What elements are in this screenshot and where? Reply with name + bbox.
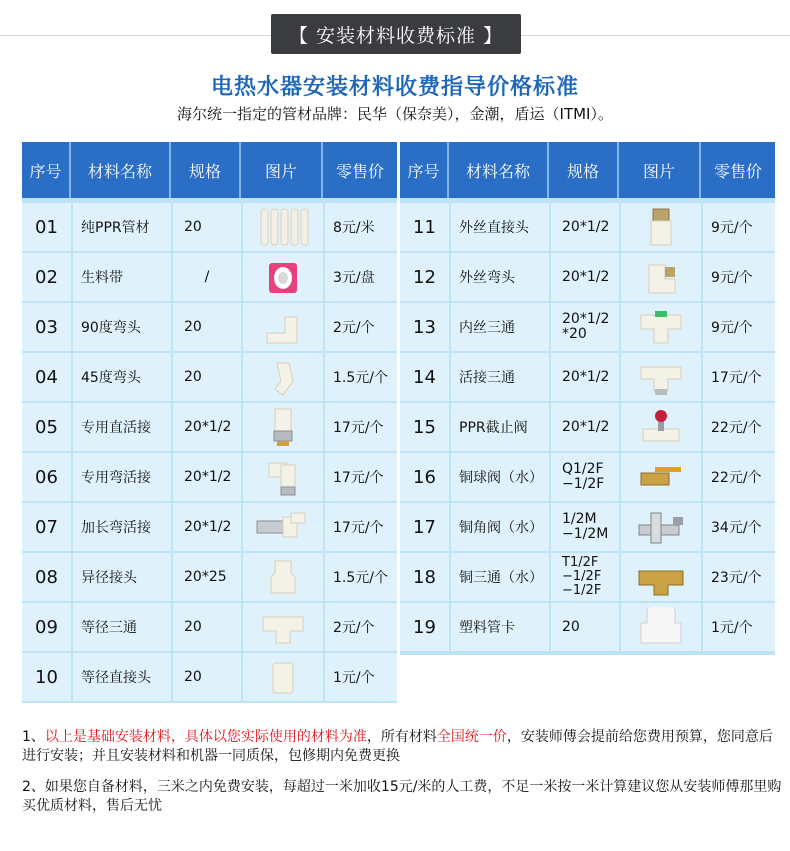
- material-image: [621, 253, 701, 301]
- table-header: [400, 142, 775, 198]
- material-image: [621, 403, 701, 451]
- material-name: 加长弯活接: [73, 503, 171, 551]
- material-price: 1元/个: [703, 603, 775, 651]
- row-number: 02: [22, 253, 71, 301]
- material-image: [243, 353, 323, 401]
- table-row: [22, 553, 397, 601]
- ball-valve-icon: [633, 457, 689, 497]
- material-name: 内丝三通: [451, 303, 549, 351]
- material-price: 22元/个: [703, 453, 775, 501]
- material-price: 2元/个: [325, 603, 397, 651]
- row-number: 03: [22, 303, 71, 351]
- row-number: 12: [400, 253, 449, 301]
- header-price: 零售价: [335, 161, 384, 181]
- material-price: 9元/个: [703, 253, 775, 301]
- material-spec: 20: [173, 203, 241, 251]
- material-name: 90度弯头: [73, 303, 171, 351]
- note-1-middle: ，所有材料: [366, 729, 437, 745]
- price-table-left: [22, 142, 397, 703]
- material-spec: T1/2F −1/2F −1/2F: [551, 553, 619, 601]
- material-spec: /: [173, 253, 241, 301]
- material-spec: Q1/2F −1/2F: [551, 453, 619, 501]
- material-image: [243, 603, 323, 651]
- material-image: [243, 503, 323, 551]
- row-number: 15: [400, 403, 449, 451]
- material-name: 塑料管卡: [451, 603, 549, 651]
- note-2: 2、如果您自备材料，三米之内免费安装，每超过一米加收15元/米的人工费，不足一米按一米计算建议您从安装师傅那里购买优质材料，售后无忧: [22, 779, 782, 814]
- row-number: 06: [22, 453, 71, 501]
- material-name: 专用直活接: [73, 403, 171, 451]
- notes: [22, 728, 782, 828]
- row-number: 16: [400, 453, 449, 501]
- material-image: [243, 453, 323, 501]
- header-no: 序号: [400, 142, 449, 198]
- pipe-clip-icon: [633, 607, 689, 647]
- material-spec: 20: [551, 603, 619, 651]
- row-number: 13: [400, 303, 449, 351]
- header-name: 材料名称: [449, 142, 549, 198]
- material-spec: 20: [173, 303, 241, 351]
- header-name: 材料名称: [71, 142, 171, 198]
- row-number: 08: [22, 553, 71, 601]
- table-row: [400, 503, 775, 551]
- material-name: 铜三通（水）: [451, 553, 549, 601]
- row-number: 10: [22, 653, 71, 701]
- table-row: [22, 403, 397, 451]
- material-spec: 1/2M −1/2M: [551, 503, 619, 551]
- material-price: 9元/个: [703, 203, 775, 251]
- material-image: [243, 653, 323, 701]
- material-spec: 20*1/2: [551, 403, 619, 451]
- table-row: [400, 253, 775, 301]
- elbow-90-icon: [255, 307, 311, 347]
- material-price: 1.5元/个: [325, 553, 397, 601]
- material-price: 17元/个: [325, 453, 397, 501]
- table-row: [22, 603, 397, 651]
- header-spec: 规格: [171, 142, 241, 198]
- material-name: 铜球阀（水）: [451, 453, 549, 501]
- material-price: 23元/个: [703, 553, 775, 601]
- table-row: [22, 253, 397, 301]
- elbow-union-icon: [255, 457, 311, 497]
- table-row: [400, 203, 775, 251]
- material-price: 17元/个: [703, 353, 775, 401]
- material-name: 外丝弯头: [451, 253, 549, 301]
- material-name: 外丝直接头: [451, 203, 549, 251]
- tape-roll-icon: [255, 257, 311, 297]
- material-spec: 20*1/2: [173, 503, 241, 551]
- material-price: 17元/个: [325, 503, 397, 551]
- material-image: [621, 603, 701, 651]
- material-price: 17元/个: [325, 403, 397, 451]
- table-row: [400, 453, 775, 501]
- material-price: 3元/盘: [325, 253, 397, 301]
- note-1-prefix: 1、: [22, 729, 45, 745]
- material-image: [243, 203, 323, 251]
- table-row: [22, 353, 397, 401]
- table-row: [22, 503, 397, 551]
- material-name: 异径接头: [73, 553, 171, 601]
- note-1: [22, 728, 782, 766]
- row-number: 09: [22, 603, 71, 651]
- male-elbow-icon: [633, 257, 689, 297]
- table-row: [400, 553, 775, 601]
- header-price: 零售价: [713, 161, 762, 181]
- header-image: 图片: [241, 142, 323, 198]
- material-price: 2元/个: [325, 303, 397, 351]
- material-image: [621, 553, 701, 601]
- coupling-icon: [255, 657, 311, 697]
- row-number: 07: [22, 503, 71, 551]
- row-number: 11: [400, 203, 449, 251]
- table-row: [400, 403, 775, 451]
- material-price: 8元/米: [325, 203, 397, 251]
- note-1-highlight-2: 全国统一价: [436, 729, 507, 745]
- table-row: [22, 453, 397, 501]
- material-image: [621, 453, 701, 501]
- brand-subtitle: 海尔统一指定的管材品牌：民华（保奈美），金潮，盾运（ITMI）。: [177, 105, 613, 123]
- row-number: 14: [400, 353, 449, 401]
- material-price: 22元/个: [703, 403, 775, 451]
- row-number: 04: [22, 353, 71, 401]
- note-1-rest: ，安装师傅会提前给您费用预算，您同意后进行安装；并且安装材料和机器一同质保，包修期内免费更换: [22, 729, 773, 764]
- table-row: [400, 303, 775, 351]
- material-price: 34元/个: [703, 503, 775, 551]
- tee-icon: [255, 607, 311, 647]
- material-spec: 20*1/2: [551, 253, 619, 301]
- table-row: [22, 303, 397, 351]
- table-row: [22, 203, 397, 251]
- union-tee-icon: [633, 357, 689, 397]
- material-image: [621, 353, 701, 401]
- header-no: 序号: [22, 142, 71, 198]
- table-row: [400, 353, 775, 401]
- material-name: 生料带: [73, 253, 171, 301]
- brass-tee-icon: [633, 557, 689, 597]
- ppr-pipe-icon: [255, 207, 311, 247]
- table-body: [22, 198, 397, 701]
- material-spec: 20: [173, 603, 241, 651]
- header-spec: 规格: [549, 142, 619, 198]
- material-price: 1.5元/个: [325, 353, 397, 401]
- price-table-right: [400, 142, 775, 655]
- material-image: [243, 253, 323, 301]
- header-image: 图片: [619, 142, 701, 198]
- row-number: 19: [400, 603, 449, 651]
- stop-valve-icon: [633, 407, 689, 447]
- material-spec: 20*25: [173, 553, 241, 601]
- reducer-icon: [255, 557, 311, 597]
- material-name: 45度弯头: [73, 353, 171, 401]
- material-name: 活接三通: [451, 353, 549, 401]
- row-number: 17: [400, 503, 449, 551]
- table-header: [22, 142, 397, 198]
- material-spec: 20*1/2 *20: [551, 303, 619, 351]
- material-spec: 20: [173, 353, 241, 401]
- material-image: [621, 503, 701, 551]
- material-image: [243, 303, 323, 351]
- female-tee-icon: [633, 307, 689, 347]
- angle-valve-icon: [633, 507, 689, 547]
- material-image: [243, 403, 323, 451]
- long-elbow-union-icon: [255, 507, 311, 547]
- elbow-45-icon: [255, 357, 311, 397]
- material-name: 纯PPR管材: [73, 203, 171, 251]
- table-row: [400, 603, 775, 651]
- material-image: [243, 553, 323, 601]
- row-number: 01: [22, 203, 71, 251]
- material-name: PPR截止阀: [451, 403, 549, 451]
- note-1-highlight-1: 以上是基础安装材料，具体以您实际使用的材料为准: [44, 729, 367, 745]
- material-spec: 20*1/2: [173, 453, 241, 501]
- material-image: [621, 303, 701, 351]
- row-number: 18: [400, 553, 449, 601]
- material-spec: 20*1/2: [551, 203, 619, 251]
- material-spec: 20: [173, 653, 241, 701]
- straight-union-icon: [255, 407, 311, 447]
- material-name: 专用弯活接: [73, 453, 171, 501]
- male-coupling-icon: [633, 207, 689, 247]
- material-spec: 20*1/2: [551, 353, 619, 401]
- row-number: 05: [22, 403, 71, 451]
- section-banner: 【 安装材料收费标准 】: [271, 14, 521, 54]
- material-name: 铜角阀（水）: [451, 503, 549, 551]
- material-spec: 20*1/2: [173, 403, 241, 451]
- page-title: 电热水器安装材料收费指导价格标准: [210, 75, 579, 100]
- table-body: [400, 198, 775, 651]
- material-price: 1元/个: [325, 653, 397, 701]
- material-name: 等径三通: [73, 603, 171, 651]
- table-row: [22, 653, 397, 701]
- material-image: [621, 203, 701, 251]
- material-price: 9元/个: [703, 303, 775, 351]
- material-name: 等径直接头: [73, 653, 171, 701]
